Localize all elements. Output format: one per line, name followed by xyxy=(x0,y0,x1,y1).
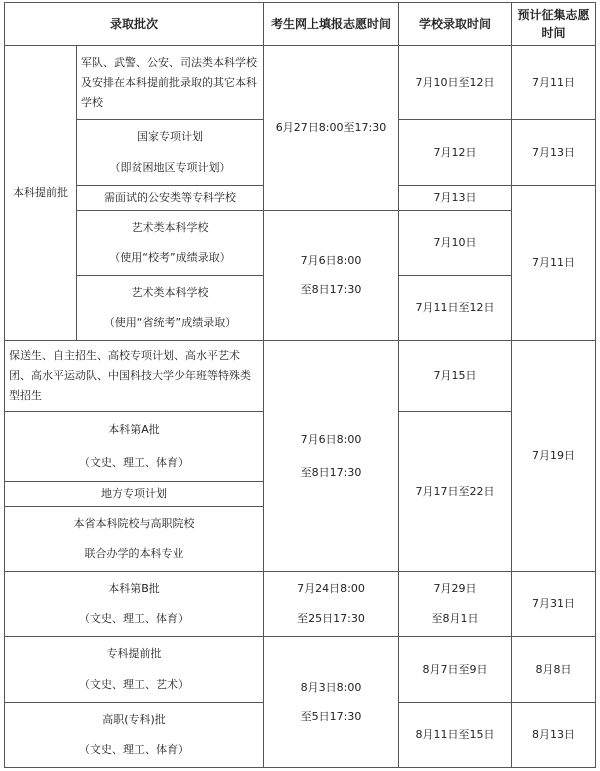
collect-vocational-higher: 8月13日 xyxy=(511,702,596,768)
collect-art: 7月11日 xyxy=(511,185,596,341)
collect-military: 7月11日 xyxy=(511,45,596,120)
admit-national: 7月12日 xyxy=(398,119,512,186)
row-vocational-higher: 高职(专科)批 （文史、理工、体育） xyxy=(4,702,264,768)
collect-vocational-early: 8月8日 xyxy=(511,636,596,703)
apply-early-art: 7月6日8:00 至8日17:30 xyxy=(263,210,399,341)
header-apply-time: 考生网上填报志愿时间 xyxy=(263,2,399,46)
admit-art-provincial: 7月11日至12日 xyxy=(398,275,512,341)
header-admit-time: 学校录取时间 xyxy=(398,2,512,46)
admit-vocational-early: 8月7日至9日 xyxy=(398,636,512,703)
admit-vocational-higher: 8月11日至15日 xyxy=(398,702,512,768)
row-art-school-exam: 艺术类本科学校 （使用“校考”成绩录取） xyxy=(76,210,264,276)
apply-early-a: 6月27日8:00至17:30 xyxy=(263,45,399,211)
group-early-undergrad: 本科提前批 xyxy=(4,45,77,341)
apply-vocational: 8月3日8:00 至5日17:30 xyxy=(263,636,399,768)
header-collect-time: 预计征集志愿时间 xyxy=(511,2,596,46)
admit-art-school: 7月10日 xyxy=(398,210,512,276)
collect-batch-a: 7月19日 xyxy=(511,340,596,572)
admit-police: 7月13日 xyxy=(398,185,512,211)
row-special-admission: 保送生、自主招生、高校专项计划、高水平艺术团、高水平运动队、中国科技大学少年班等特殊类型招生 xyxy=(4,340,264,412)
apply-batch-b: 7月24日8:00 至25日17:30 xyxy=(263,571,399,637)
collect-batch-b: 7月31日 xyxy=(511,571,596,637)
row-local-plan: 地方专项计划 xyxy=(4,481,264,507)
row-batch-a: 本科第A批 （文史、理工、体育） xyxy=(4,411,264,482)
admit-batch-a: 7月17日至22日 xyxy=(398,411,512,572)
row-military-schools: 军队、武警、公安、司法类本科学校及安排在本科提前批录取的其它本科学校 xyxy=(76,45,264,120)
row-vocational-early: 专科提前批 （文史、理工、艺术） xyxy=(4,636,264,703)
row-batch-b: 本科第B批 （文史、理工、体育） xyxy=(4,571,264,637)
row-joint-programs: 本省本科院校与高职院校 联合办学的本科专业 xyxy=(4,506,264,572)
header-batch: 录取批次 xyxy=(4,2,264,46)
collect-national: 7月13日 xyxy=(511,119,596,186)
admit-military: 7月10日至12日 xyxy=(398,45,512,120)
row-art-provincial-exam: 艺术类本科学校 （使用“省统考”成绩录取） xyxy=(76,275,264,341)
admit-batch-b: 7月29日 至8月1日 xyxy=(398,571,512,637)
row-police-schools: 需面试的公安类等专科学校 xyxy=(76,185,264,211)
admit-special: 7月15日 xyxy=(398,340,512,412)
row-national-plan: 国家专项计划 （即贫困地区专项计划） xyxy=(76,119,264,186)
apply-batch-a: 7月6日8:00 至8日17:30 xyxy=(263,340,399,572)
